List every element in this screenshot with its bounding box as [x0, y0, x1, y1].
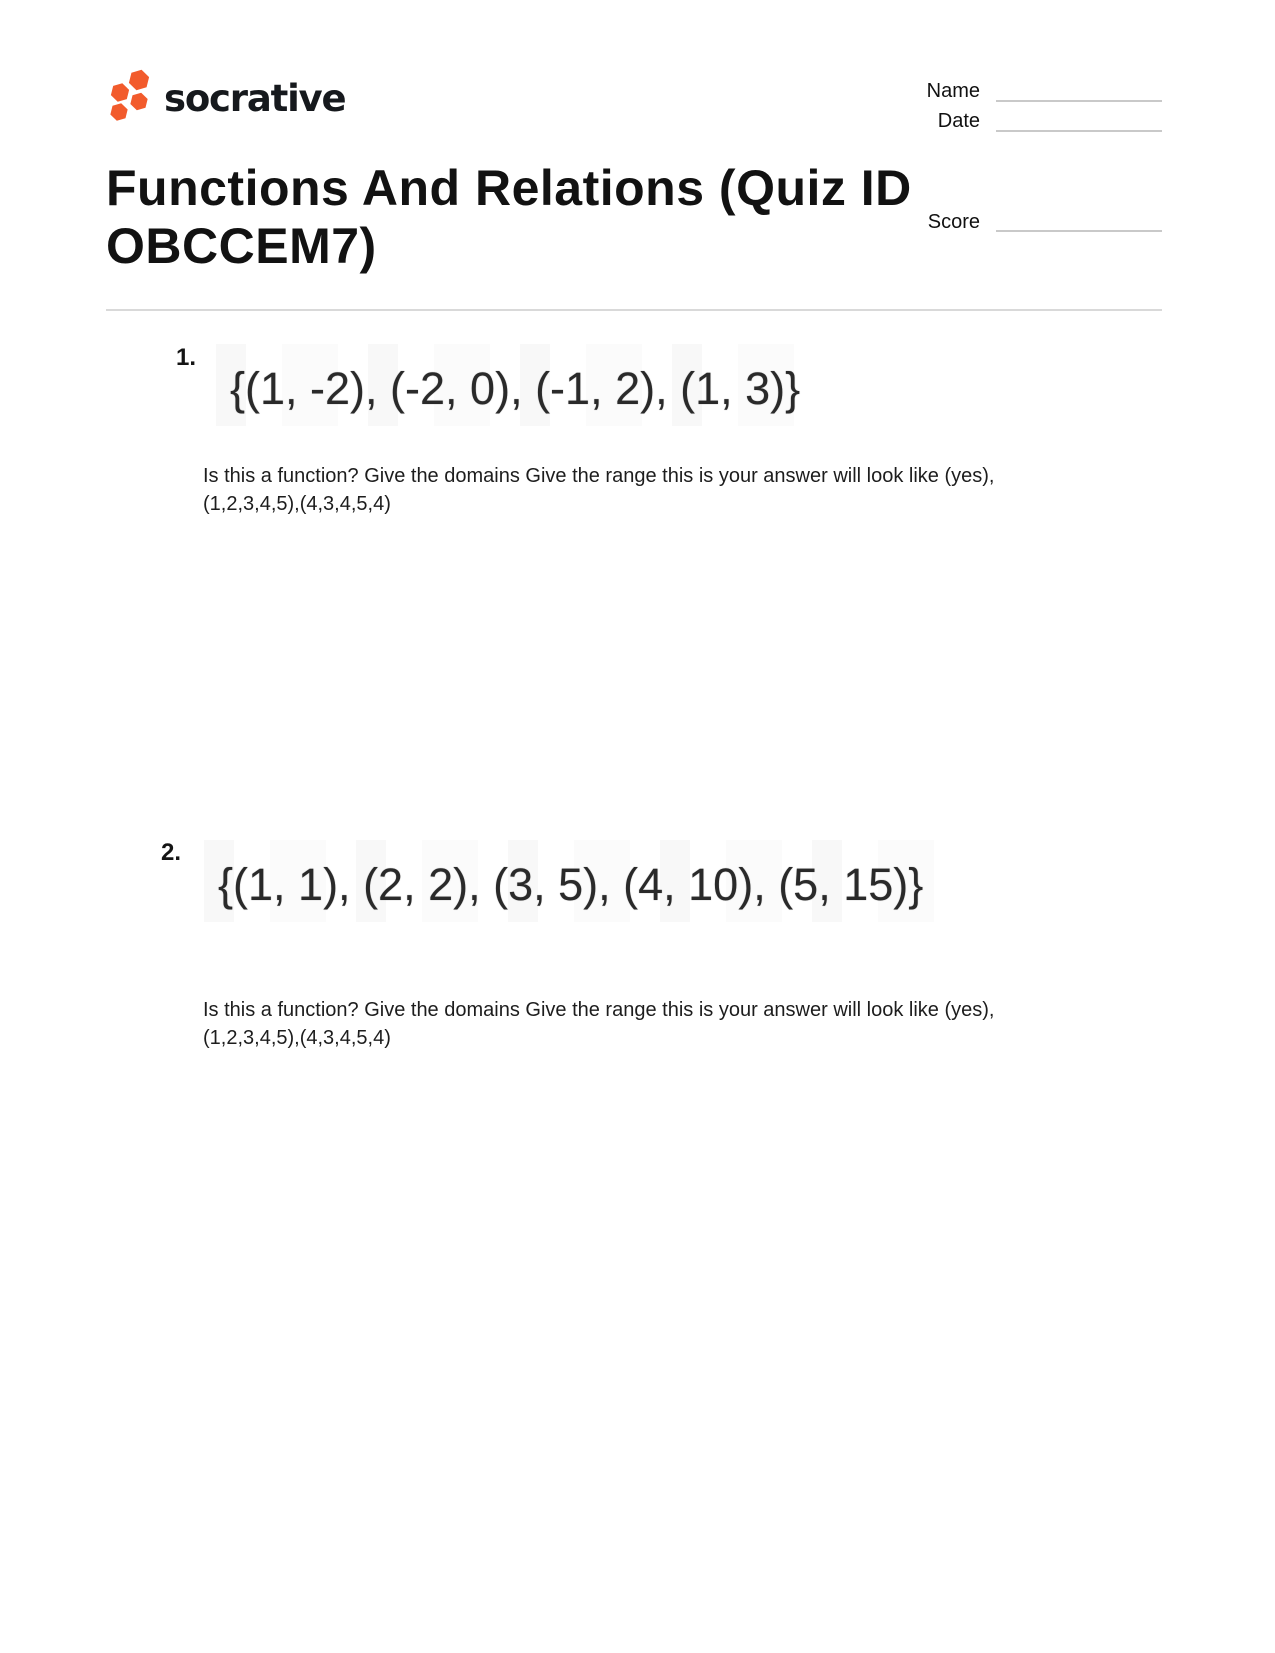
- score-label: Score: [927, 211, 980, 233]
- question-2-number: 2.: [161, 839, 182, 866]
- score-fill-line: [996, 230, 1162, 232]
- hexagon-icon: [109, 101, 128, 122]
- quiz-title: Functions And Relations (Quiz ID OBCCEM7): [106, 160, 912, 274]
- name-label: Name: [926, 80, 980, 102]
- name-fill-line: [996, 100, 1162, 102]
- hexagon-icon: [129, 91, 148, 112]
- question-2-relation-set-image: {(1, 1), (2, 2), (3, 5), (4, 10), (5, 15)}: [204, 840, 943, 922]
- brand-wordmark: socrative: [164, 76, 346, 120]
- socrative-hexagons-icon: [103, 66, 155, 124]
- question-2-prompt-line2: (1,2,3,4,5),(4,3,4,5,4): [203, 1027, 391, 1049]
- question-1-number: 1.: [176, 344, 197, 371]
- question-1-prompt: [203, 462, 994, 518]
- question-2-prompt-line1: Is this a function? Give the domains Give the range this is your answer will look like (yes),: [203, 999, 995, 1021]
- date-fill-line: [996, 130, 1162, 132]
- hexagon-icon: [128, 68, 151, 93]
- question-2-prompt: [203, 996, 994, 1052]
- socrative-logo: [103, 66, 345, 124]
- hexagon-icon: [110, 81, 131, 103]
- date-label: Date: [937, 110, 980, 132]
- question-1-prompt-line1: Is this a function? Give the domains Give the range this is your answer will look like (yes),: [203, 465, 995, 487]
- question-1-prompt-line2: (1,2,3,4,5),(4,3,4,5,4): [203, 493, 391, 515]
- header-divider: [106, 309, 1162, 311]
- question-1-relation-set-image: {(1, -2), (-2, 0), (-1, 2), (1, 3)}: [216, 344, 820, 426]
